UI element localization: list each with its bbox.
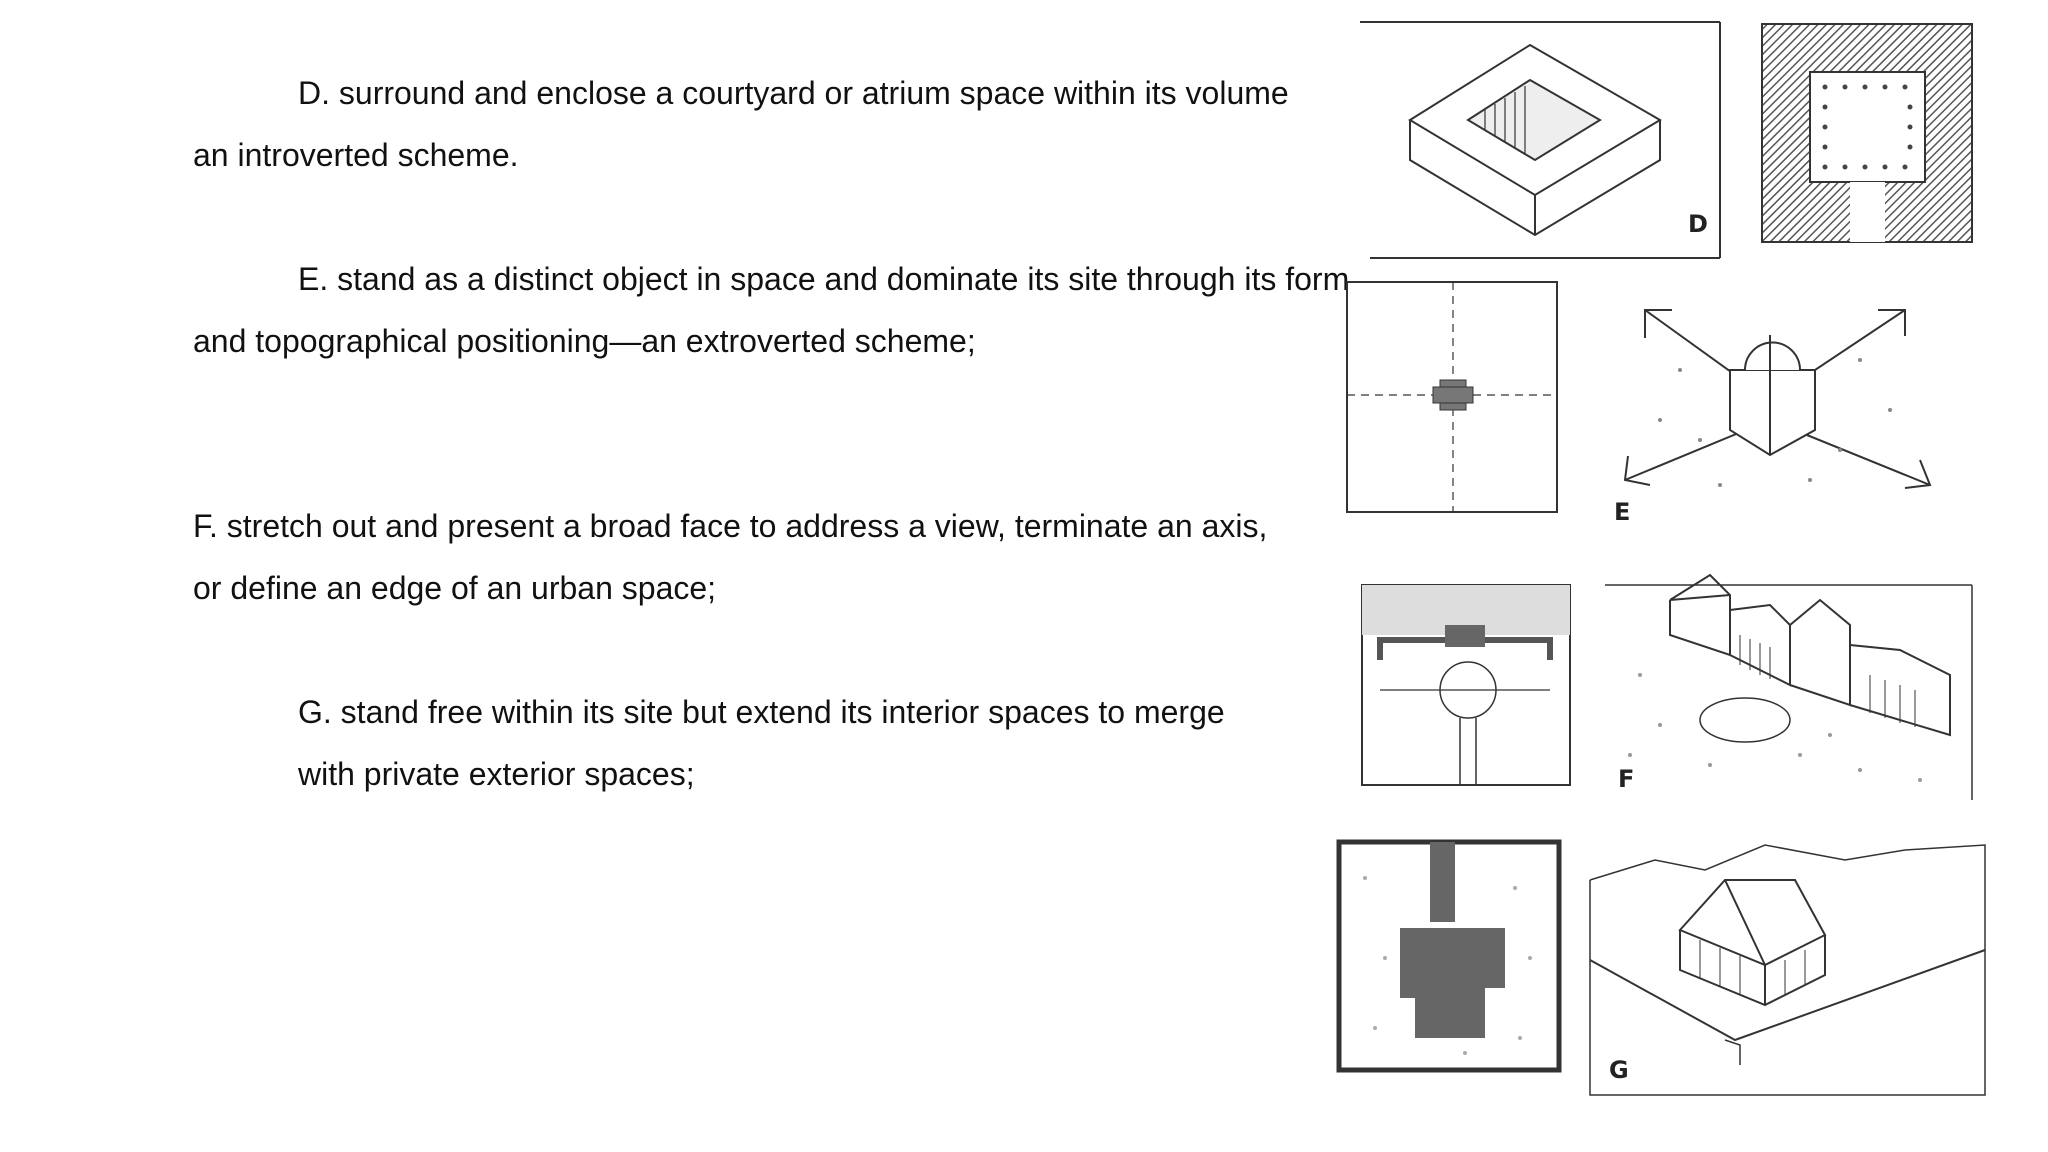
figure-e-label: E	[1614, 498, 1631, 526]
figure-f-plan	[1360, 580, 1575, 790]
paragraph-g-line-1: G. stand free within its site but extend its interior spaces to merge	[298, 694, 1225, 730]
figure-g-plan	[1335, 838, 1565, 1078]
figure-g-label: G	[1609, 1056, 1629, 1084]
paragraph-e-line-1: E. stand as a distinct object in space and dominate its site through its form	[298, 261, 1350, 297]
paragraph-f-line-2: or define an edge of an urban space;	[193, 570, 717, 606]
figure-d-plan	[1760, 22, 1975, 247]
paragraph-d-line-1: D. surround and enclose a courtyard or atrium space within its volume	[298, 75, 1289, 111]
figure-f-isometric	[1600, 555, 1980, 805]
figure-d-courtyard-isometric	[1360, 20, 1725, 260]
paragraph-g-line-2: with private exterior spaces;	[298, 756, 695, 792]
paragraph-d-line-2: an introverted scheme.	[193, 137, 519, 173]
figure-e-isometric	[1600, 280, 1945, 530]
figure-e-plan	[1345, 280, 1570, 520]
paragraph-e-line-2: and topographical positioning—an extroverted scheme;	[193, 323, 976, 359]
paragraph-f-line-1: F. stretch out and present a broad face to address a view, terminate an axis,	[193, 508, 1268, 544]
figure-f-label: F	[1618, 765, 1635, 793]
figure-g-isometric	[1585, 840, 1990, 1105]
figure-d-label: D	[1688, 210, 1708, 238]
